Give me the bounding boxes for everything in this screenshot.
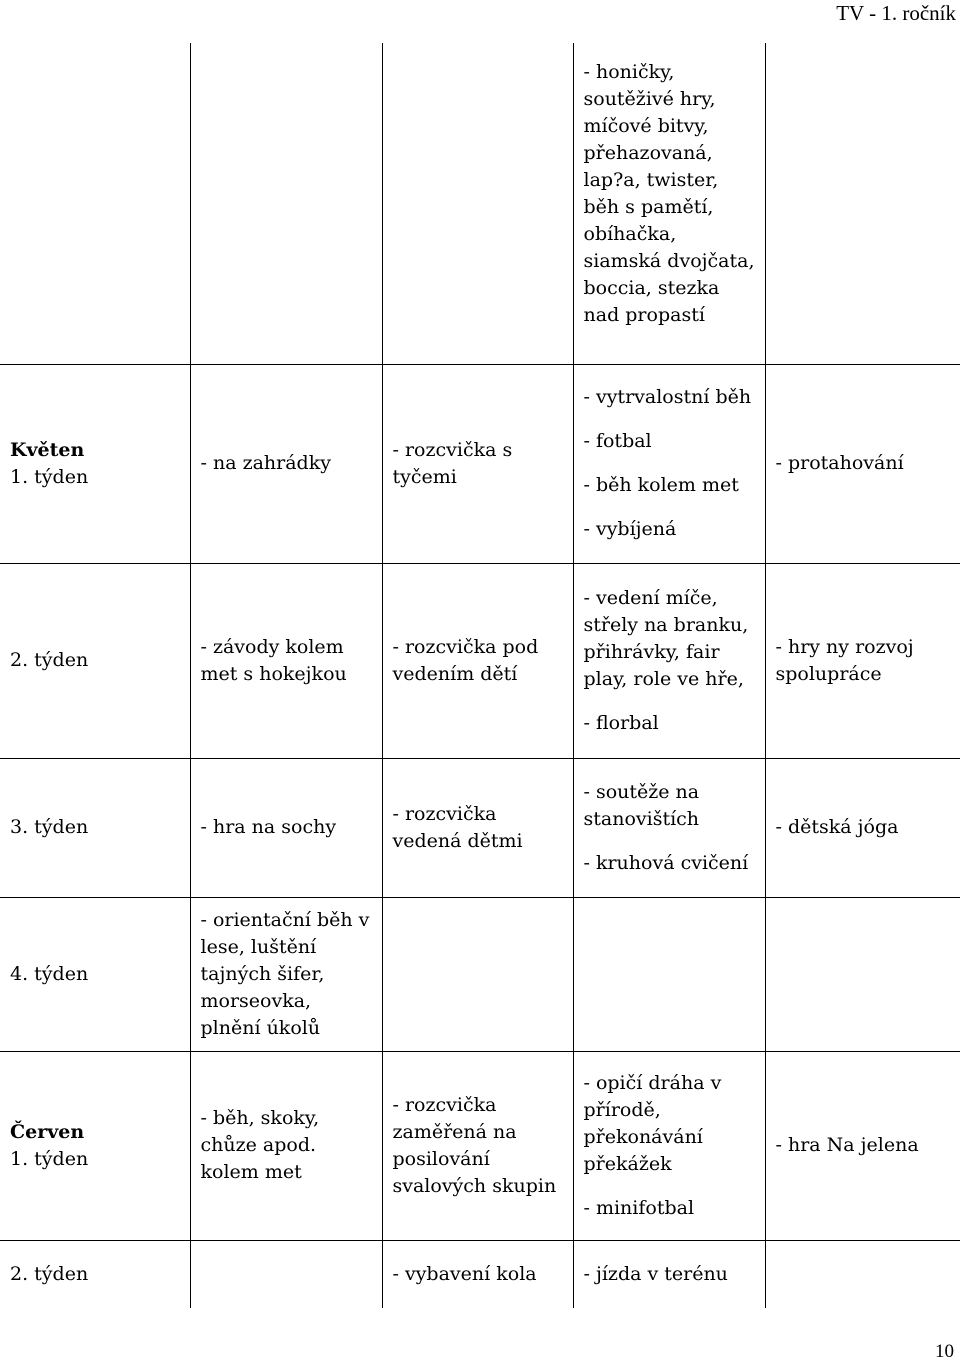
cell-line: - vytrvalostní běh <box>583 386 752 408</box>
week-cell <box>0 43 190 364</box>
cell-line: - vedení míče, střely na branku, přihrávky, fair play, role ve hře, <box>583 586 749 690</box>
month-label: Květen <box>10 438 85 461</box>
cell-line: - orientační běh v lese, luštění tajných šifer, morseovka, plnění úkolů <box>200 908 370 1039</box>
week-cell <box>0 758 190 897</box>
cell-line: - kruhová cvičení <box>583 851 749 874</box>
page-header: TV - 1. ročník <box>836 1 956 25</box>
month-label: Červen <box>10 1120 85 1143</box>
extra-cell <box>765 563 960 758</box>
warmup-cell <box>382 1051 573 1240</box>
main-cell <box>573 43 765 364</box>
extra-cell <box>765 364 960 563</box>
week-label: 2. týden <box>10 649 89 671</box>
week-cell <box>0 1240 190 1308</box>
table-row <box>0 563 960 758</box>
table-row <box>0 1240 960 1308</box>
cell-line: - rozcvička pod vedením dětí <box>392 635 539 685</box>
cell-line: - hra na sochy <box>200 816 337 838</box>
cell-line: - rozcvička vedená dětmi <box>392 802 523 852</box>
week-label: 4. týden <box>10 962 89 985</box>
cell-line: - závody kolem met s hokejkou <box>200 635 347 685</box>
main-cell <box>573 758 765 897</box>
activity-cell <box>190 364 382 563</box>
table-row <box>0 758 960 897</box>
warmup-cell <box>382 43 573 364</box>
cell-line: - minifotbal <box>583 1196 695 1219</box>
extra-cell <box>765 1240 960 1308</box>
extra-cell <box>765 897 960 1051</box>
cell-line: - jízda v terénu <box>583 1262 728 1285</box>
page-number: 10 <box>935 1341 954 1362</box>
week-label: 1. týden <box>10 1147 89 1170</box>
warmup-cell <box>382 563 573 758</box>
week-label: 3. týden <box>10 816 89 838</box>
week-label: 2. týden <box>10 1262 89 1285</box>
cell-line: - rozcvička s tyčemi <box>392 438 513 488</box>
week-cell <box>0 364 190 563</box>
extra-cell <box>765 43 960 364</box>
table-row <box>0 897 960 1051</box>
cell-line: - běh kolem met <box>583 474 739 496</box>
extra-cell <box>765 758 960 897</box>
activity-cell <box>190 43 382 364</box>
lesson-plan-table <box>0 43 960 1308</box>
cell-line: - opičí dráha v přírodě, překonávání překážek <box>583 1071 722 1175</box>
activity-cell <box>190 563 382 758</box>
cell-line: - fotbal <box>583 430 652 452</box>
cell-line: - hra Na jelena <box>775 1134 919 1156</box>
main-cell <box>573 1240 765 1308</box>
cell-line: - dětská jóga <box>775 816 899 838</box>
table-row <box>0 43 960 364</box>
cell-line: - soutěže na stanovištích <box>583 780 700 830</box>
warmup-cell <box>382 1240 573 1308</box>
warmup-cell <box>382 364 573 563</box>
warmup-cell <box>382 897 573 1051</box>
cell-line: - vybavení kola <box>392 1262 537 1285</box>
week-cell <box>0 1051 190 1240</box>
week-cell <box>0 563 190 758</box>
extra-cell <box>765 1051 960 1240</box>
main-cell <box>573 1051 765 1240</box>
activity-cell <box>190 1051 382 1240</box>
cell-line: - vybíjená <box>583 518 677 540</box>
activity-cell <box>190 897 382 1051</box>
week-label: 1. týden <box>10 465 89 488</box>
main-cell <box>573 563 765 758</box>
week-cell <box>0 897 190 1051</box>
activity-cell <box>190 1240 382 1308</box>
table-row <box>0 364 960 563</box>
table-row <box>0 1051 960 1240</box>
cell-line: - florbal <box>583 711 659 734</box>
cell-line: - honičky, soutěživé hry, míčové bitvy, přehazovaná, lap?a, twister, běh s pamětí, obíhačka, siamská dvojčata, boccia, stezka nad propastí <box>583 61 755 326</box>
cell-line: - hry ny rozvoj spolupráce <box>775 635 914 685</box>
activity-cell <box>190 758 382 897</box>
cell-line: - běh, skoky, chůze apod. kolem met <box>200 1107 320 1183</box>
warmup-cell <box>382 758 573 897</box>
main-cell <box>573 897 765 1051</box>
cell-line: - protahování <box>775 452 904 474</box>
cell-line: - rozcvička zaměřená na posilování svalových skupin <box>392 1093 557 1197</box>
main-cell <box>573 364 765 563</box>
cell-line: - na zahrádky <box>200 452 331 474</box>
